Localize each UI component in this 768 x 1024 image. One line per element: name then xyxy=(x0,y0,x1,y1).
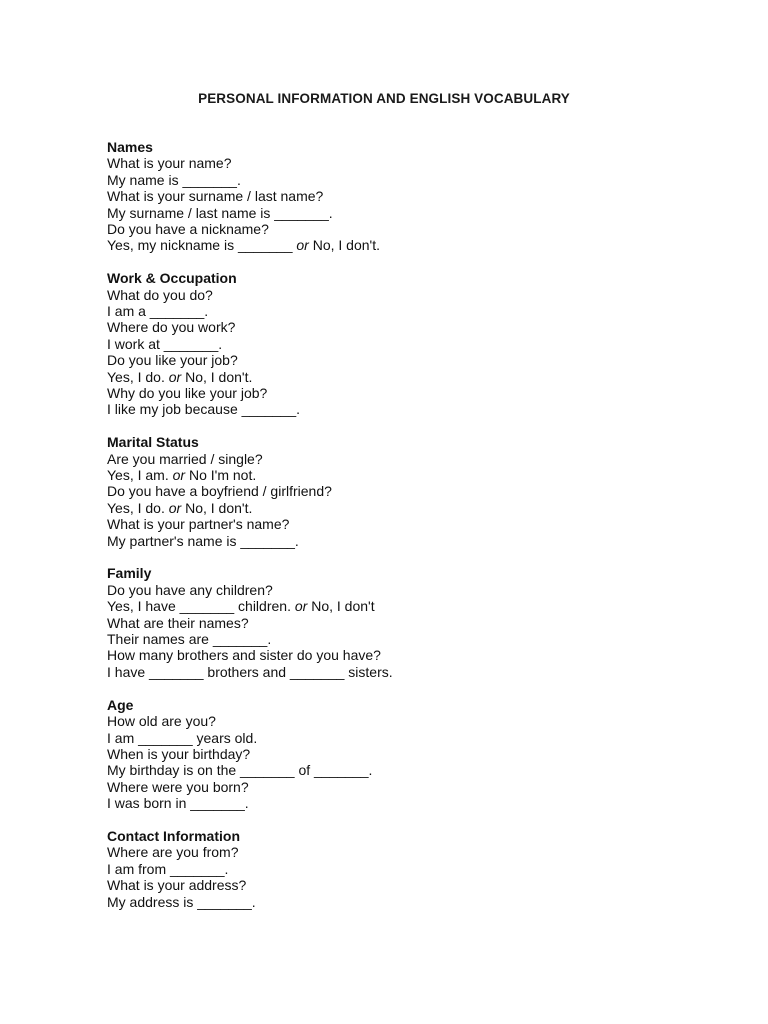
document-body xyxy=(107,139,707,926)
italic-or: or xyxy=(168,499,182,516)
text-line xyxy=(107,483,707,499)
section-2 xyxy=(107,434,707,549)
line-text: How old are you? xyxy=(107,713,216,730)
line-text: What is your address? xyxy=(107,877,247,894)
text-line xyxy=(107,861,707,877)
section-1 xyxy=(107,270,707,418)
text-line xyxy=(107,516,707,532)
line-text: What are their names? xyxy=(107,614,249,631)
line-text: Yes, I do. xyxy=(107,499,169,516)
line-text: No, I don't. xyxy=(181,368,253,385)
line-text: Do you have any children? xyxy=(107,581,273,598)
text-line xyxy=(107,451,707,467)
line-text: I am a _______. xyxy=(107,303,209,320)
line-text: I was born in _______. xyxy=(107,795,249,812)
section-heading: Names xyxy=(107,139,153,155)
italic-or: or xyxy=(168,368,182,385)
section-heading: Age xyxy=(107,696,134,713)
line-text: No I'm not. xyxy=(185,467,257,484)
section-heading: Contact Information xyxy=(107,827,240,844)
text-line xyxy=(107,172,707,188)
section-3 xyxy=(107,565,707,680)
line-text: Where are you from? xyxy=(107,844,239,861)
text-line xyxy=(107,746,707,762)
text-line xyxy=(107,533,707,549)
line-text: When is your birthday? xyxy=(107,745,251,762)
text-line xyxy=(107,894,707,910)
text-line xyxy=(107,582,707,598)
line-text: No, I don't xyxy=(307,598,375,615)
section-heading: Family xyxy=(107,565,152,582)
text-line xyxy=(107,385,707,401)
italic-or: or xyxy=(296,237,309,254)
line-text: Do you have a nickname? xyxy=(107,220,269,237)
text-line xyxy=(107,844,707,860)
line-text: Why do you like your job? xyxy=(107,384,268,401)
line-text: Yes, I have _______ children. xyxy=(107,598,295,615)
text-line xyxy=(107,287,707,303)
line-text: Where do you work? xyxy=(107,319,236,336)
line-text: Yes, I do. xyxy=(107,368,169,385)
text-line xyxy=(107,598,707,614)
line-text: What do you do? xyxy=(107,286,213,303)
text-line xyxy=(107,615,707,631)
line-text: My birthday is on the _______ of _______. xyxy=(107,762,373,779)
text-line xyxy=(107,877,707,893)
text-line xyxy=(107,664,707,680)
section-5 xyxy=(107,828,707,910)
text-line xyxy=(107,500,707,516)
line-text: Yes, my nickname is _______ xyxy=(107,237,297,254)
line-text: My surname / last name is _______. xyxy=(107,204,333,221)
text-line xyxy=(107,647,707,663)
line-text: No, I don't. xyxy=(308,237,380,254)
line-text: Are you married / single? xyxy=(107,450,263,467)
line-text: What is your name? xyxy=(107,155,232,172)
line-text: I have _______ brothers and _______ sisters. xyxy=(107,663,393,680)
text-line xyxy=(107,336,707,352)
section-heading: Marital Status xyxy=(107,434,199,451)
line-text: I work at _______. xyxy=(107,335,223,352)
text-line xyxy=(107,713,707,729)
text-line xyxy=(107,369,707,385)
line-text: Their names are _______. xyxy=(107,631,272,648)
section-heading: Work & Occupation xyxy=(107,270,237,287)
text-line xyxy=(107,779,707,795)
text-line xyxy=(107,188,707,204)
text-line xyxy=(107,730,707,746)
line-text: My name is _______. xyxy=(107,171,241,188)
text-line xyxy=(107,155,707,171)
line-text: I am from _______. xyxy=(107,860,229,877)
text-line xyxy=(107,401,707,417)
text-line xyxy=(107,319,707,335)
text-line xyxy=(107,221,707,237)
line-text: No, I don't. xyxy=(181,499,253,516)
line-text: What is your partner's name? xyxy=(107,516,290,533)
line-text: Do you like your job? xyxy=(107,352,238,369)
text-line xyxy=(107,205,707,221)
section-0 xyxy=(107,139,707,254)
text-line xyxy=(107,631,707,647)
line-text: Where were you born? xyxy=(107,778,249,795)
italic-or: or xyxy=(172,467,186,484)
line-text: Yes, I am. xyxy=(107,467,173,484)
line-text: My address is _______. xyxy=(107,893,256,910)
text-line xyxy=(107,303,707,319)
line-text: What is your surname / last name? xyxy=(107,188,324,205)
text-line xyxy=(107,237,707,253)
line-text: How many brothers and sister do you have? xyxy=(107,647,381,664)
text-line xyxy=(107,795,707,811)
text-line xyxy=(107,352,707,368)
line-text: I am _______ years old. xyxy=(107,729,258,746)
text-line xyxy=(107,762,707,778)
section-4 xyxy=(107,697,707,812)
line-text: I like my job because _______. xyxy=(107,401,301,418)
text-line xyxy=(107,467,707,483)
page-title: PERSONAL INFORMATION AND ENGLISH VOCABULARY xyxy=(198,91,570,106)
line-text: My partner's name is _______. xyxy=(107,532,299,549)
italic-or: or xyxy=(294,598,308,615)
line-text: Do you have a boyfriend / girlfriend? xyxy=(107,483,332,500)
